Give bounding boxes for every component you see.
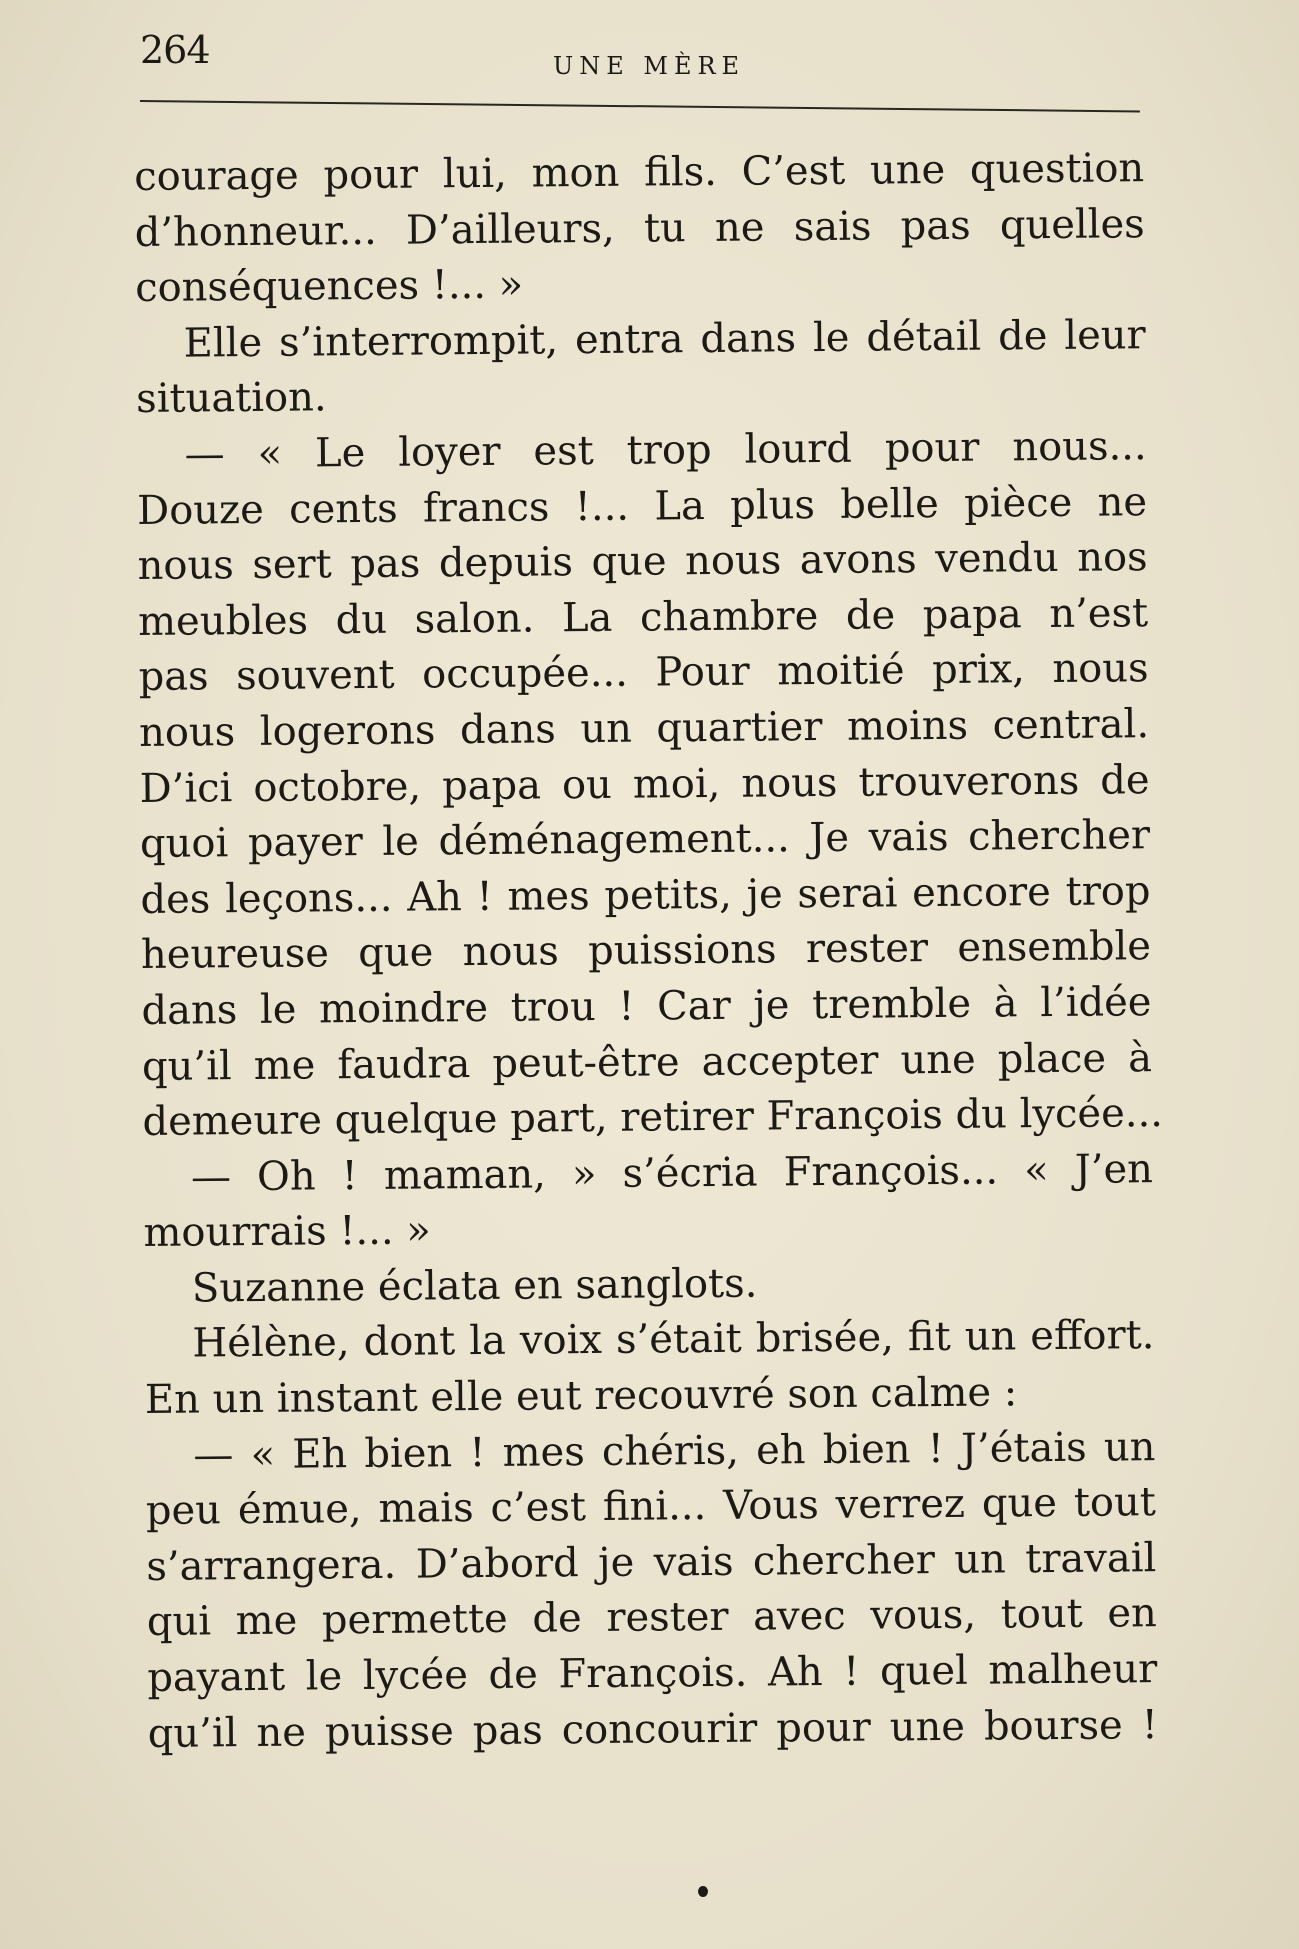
text-line: meubles du salon. La chambre de papa n’est: [137, 589, 1149, 645]
text-line: pas souvent occupée... Pour moitié prix, nous: [138, 645, 1149, 701]
text-line: — « Le loyer est trop lourd pour nous...: [184, 423, 1147, 478]
text-line: conséquences !... »: [135, 261, 524, 312]
text-line: des leçons... Ah ! mes petits, je serai encore trop: [140, 867, 1151, 923]
text-line: d’honneur... D’ailleurs, tu ne sais pas quelles: [134, 200, 1145, 256]
text-line: qu’il ne puisse pas concourir pour une bourse !: [147, 1701, 1158, 1757]
text-line: — « Eh bien ! mes chéris, eh bien ! J’étais un: [193, 1423, 1156, 1479]
text-line: nous logerons dans un quartier moins central.: [138, 701, 1150, 756]
text-line: Douze cents francs !... La plus belle pièce ne: [136, 478, 1148, 534]
running-title: UNE MÈRE: [553, 52, 746, 80]
text-line: quoi payer le déménagement... Je vais chercher: [139, 812, 1151, 868]
text-line: payant le lycée de François. Ah ! quel malheur: [147, 1646, 1158, 1701]
page-number: 264: [140, 28, 210, 72]
body-text: [134, 141, 1164, 1762]
text-line: heureuse que nous puissions rester ensemble: [140, 923, 1152, 979]
text-line: qu’il me faudra peut-être accepter une place à: [141, 1034, 1153, 1090]
text-line: En un instant elle eut recouvré son calme :: [144, 1369, 1018, 1424]
text-line: peu émue, mais c’est fini... Vous verrez que tout: [145, 1479, 1157, 1535]
text-line: demeure quelque part, retirer François du lycée...: [142, 1090, 1164, 1146]
signature-mark: [698, 1886, 708, 1897]
text-line: Hélène, dont la voix s’était brisée, fit un effort.: [192, 1312, 1155, 1368]
text-line: s’arrangera. D’abord je vais chercher un travail: [146, 1534, 1157, 1590]
text-line: D’ici octobre, papa ou moi, nous trouverons de: [139, 756, 1150, 812]
text-line: qui me permette de rester avec vous, tout en: [146, 1590, 1158, 1646]
text-line: situation.: [135, 374, 327, 423]
text-line: dans le moindre trou ! Car je tremble à l’idée: [141, 979, 1152, 1034]
text-line: nous sert pas depuis que nous avons vendu nos: [137, 534, 1148, 590]
text-line: — Oh ! maman, » s’écria François... « J’en: [190, 1145, 1154, 1201]
running-head: [140, 26, 1140, 86]
text-line: Suzanne éclata en sanglots.: [191, 1260, 758, 1312]
text-line: mourrais !... »: [143, 1207, 431, 1257]
text-line: courage pour lui, mon fils. C’est une question: [134, 145, 1145, 200]
header-rule: [140, 100, 1140, 112]
text-line: Elle s’interrompit, entra dans le détail de leur: [183, 311, 1146, 367]
